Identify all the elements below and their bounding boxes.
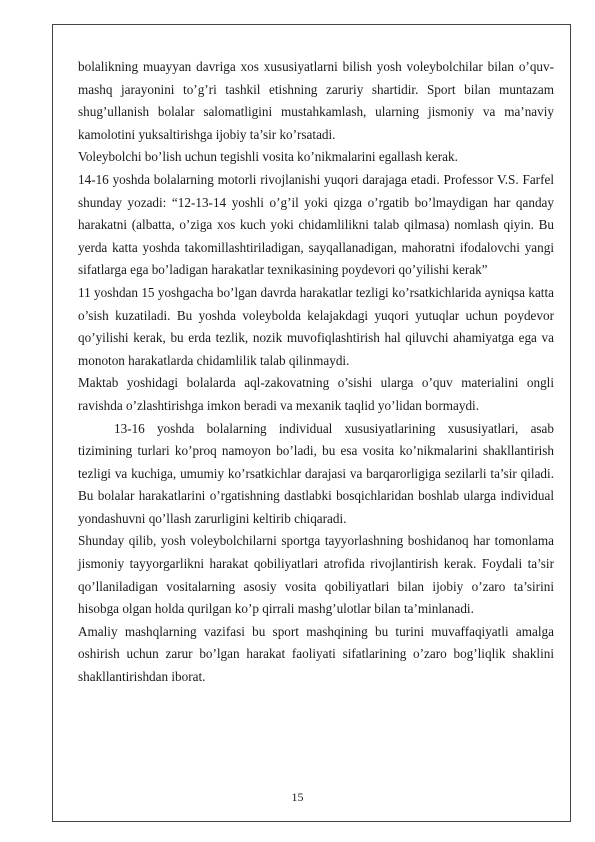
paragraph-7: Shunday qilib, yosh voleybolchilarni sportga tayyorlashning boshidanoq har tomonlama jismoniy tayyorgarlikni harakat qobiliyatlari atrofida rivojlantirish kerak. Foydali ta’sir qo’llaniladigan vositalarning asosiy vosita qobiliyatlari bilan ijobiy o’zaro ta’sirini hisobga olgan holda qurilgan ko’p qirrali mashg’ulotlar bilan ta’minlanadi. (78, 533, 554, 617)
page-number: 15 (291, 790, 304, 804)
paragraph-4: 11 yoshdan 15 yoshgacha bo’lgan davrda harakatlar tezligi ko’rsatkichlarida ayniqsa katta o’sish kuzatiladi. Bu yoshda voleybolda kelajakdagi yuqori yutuqlar uchun poydevor qo’yilishi kerak, bu erda tezlik, nozik muvofiqlashtirish hal qiluvchi ahamiyatga ega va monoton harakatlarda chidamlilik talab qilinmaydi. (78, 284, 554, 368)
paragraph-1: bolalikning muayyan davriga xos xususiyatlarni bilish yosh voleybolchilar bilan o’quv-mashq jarayonini to’g’ri tashkil etishning zaruriy shartidir. Sport bilan muntazam shug’ullanish bolalar salomatligini mustahkamlash, ularning jismoniy va ma’naviy kamolotini yuksaltirishga ijobiy ta’sir ko’rsatadi. (78, 59, 554, 142)
paragraph-6: 13-16 yoshda bolalarning individual xususiyatlarining xususiyatlari, asab tizimining turlari ko’proq namoyon bo’ladi, bu esa vosita ko’nikmalarini shakllantirish tezligi va kuchiga, umumiy ko’rsatkichlar darajasi va barqarorligiga sezilarli ta’sir qiladi. Bu bolalar harakatlarini o’rgatishning dastlabki bosqichlaridan boshlab ularga individual yondashuvni qo’llash zarurligini keltirib chiqaradi. (78, 420, 554, 526)
paragraph-8: Amaliy mashqlarning vazifasi bu sport mashqining bu turini muvaffaqiyatli amalga oshirish uchun zarur bo’lgan harakat faoliyati sifatlarining o’zaro bog’liqlik shaklini shakllantirishdan iborat. (78, 623, 554, 685)
paragraph-2: Voleybolchi bo’lish uchun tegishli vosita ko’nikmalarini egallash kerak. (78, 149, 458, 165)
paragraph-3: 14-16 yoshda bolalarning motorli rivojlanishi yuqori darajaga etadi. Professor V.S. Farfel shunday yozadi: “12-13-14 yoshli o’g’il yoki qizga o’rgatib bo’lmaydigan har qanday harakatni (albatta, o’ziga xos kuch yoki chidamlilikni talab qilmasa) nomlash qiyin. Bu yerda katta yoshda takomillashtiriladigan, sayqallanadigan, mahoratni ifodalovchi yangi sifatlarga ega bo’ladigan harakatlar texnikasining poydevori qo’yilishi kerak” (78, 171, 554, 278)
document-body (78, 56, 554, 689)
paragraph-5: Maktab yoshidagi bolalarda aql-zakovatning o’sishi ularga o’quv materialini ongli ravishda o’zlashtirishga imkon beradi va mexanik taqlid yo’lidan bormaydi. (78, 375, 554, 413)
